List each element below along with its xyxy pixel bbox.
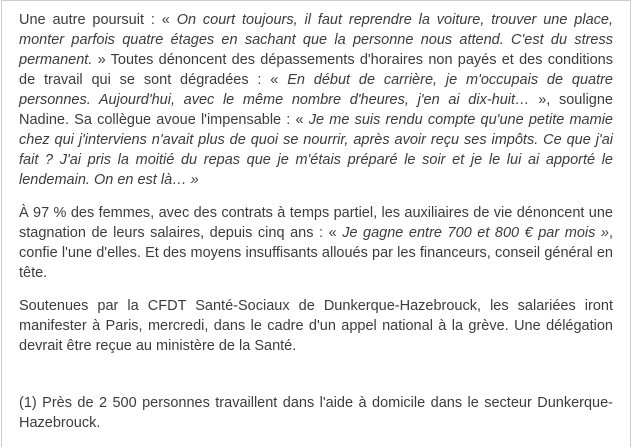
quote-run: On court toujours, il faut reprendre la voiture, trouver une place, monter parfois quatre étages en sachant que la personne nous attend. C'est du stress permanent. [19, 12, 613, 68]
text-run: Une autre poursuit : « [19, 12, 177, 28]
text-run: À 97 % des femmes, avec des contrats à temps partiel, les auxiliaires de vie dénoncent une stagnation de leurs salaires, depuis cinq ans : « [19, 205, 613, 241]
article-footnote [19, 393, 613, 433]
text-run: , confie l'une d'elles. Et des moyens insuffisants alloués par les financeurs, conseil général en tête. [19, 225, 613, 281]
article-body [1, 0, 631, 447]
text-run: », souligne Nadine. Sa collègue avoue l'impensable : « [19, 92, 613, 128]
quote-run: Je gagne entre 700 et 800 € par mois » [342, 225, 609, 241]
article-paragraph [19, 296, 613, 356]
article-paragraph [19, 203, 613, 283]
article-paragraph [19, 10, 613, 190]
text-run: Soutenues par la CFDT Santé-Sociaux de Dunkerque-Hazebrouck, les salariées iront manifester à Paris, mercredi, dans le cadre d'un appel national à la grève. Une délégation devrait être reçue au ministère de la Santé. [19, 298, 613, 354]
quote-run: Je me suis rendu compte qu'une petite mamie chez qui j'interviens n'avait plus de quoi se nourrir, après avoir reçu ses impôts. Ce que j'ai fait ? J'ai pris la moitié du repas que je m'étais préparé le soir et je le lui ai apporté le lendemain. On en est là… » [19, 112, 613, 188]
text-run: » Toutes dénoncent des dépassements d'horaires non payés et des conditions de travail qui se sont dégradées : « [19, 52, 613, 88]
quote-run: En début de carrière, je m'occupais de quatre personnes. Aujourd'hui, avec le même nombre d'heures, j'en ai dix-huit… [19, 72, 613, 108]
text-run: (1) Près de 2 500 personnes travaillent dans l'aide à domicile dans le secteur Dunkerque-Hazebrouck. [19, 395, 613, 431]
